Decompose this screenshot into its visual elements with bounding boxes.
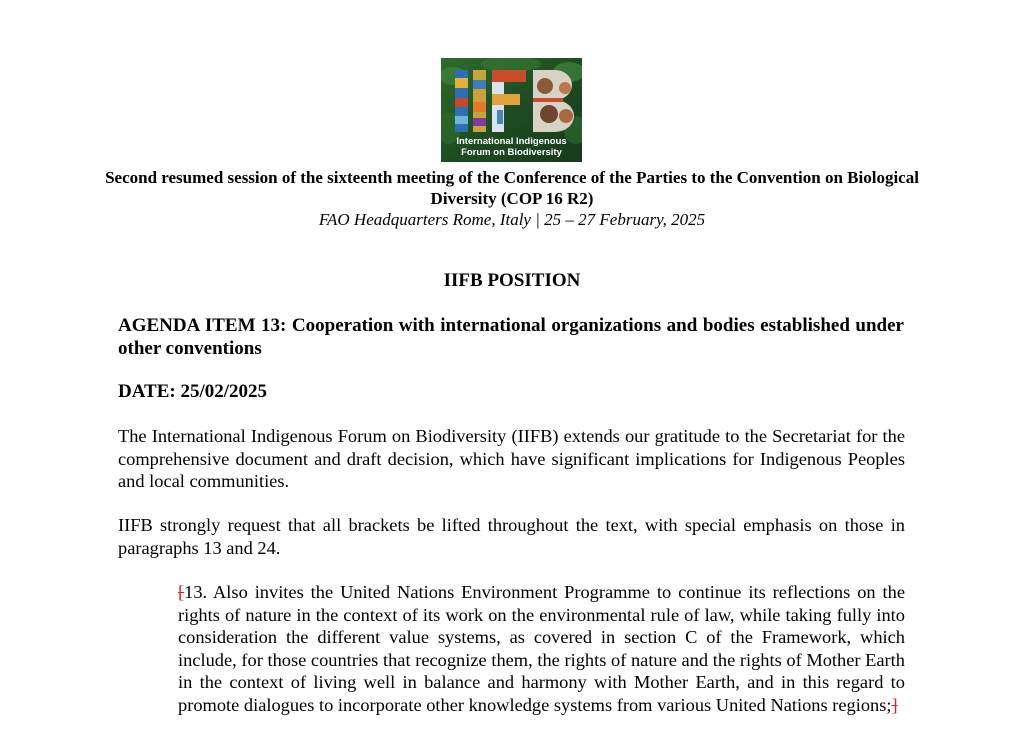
- quoted-paragraph-13: [178, 581, 905, 716]
- quoted-paragraph-text: 13. Also invites the United Nations Environment Programme to continue its reflections on the rights of nature in the context of its work on the environmental rule of law, while taking fully into consideration the different value systems, as covered in section C of the Framework, which include, for those countries that recognize them, the rights of nature and the rights of Mother Earth in the context of living well in balance and harmony with Mother Earth, and in this regard to promote dialogues to incorporate other knowledge systems from various United Nations regions;: [178, 582, 905, 715]
- close-bracket-strikethrough: ]: [891, 694, 898, 715]
- logo-caption-line-1: International Indigenous: [456, 136, 567, 147]
- conference-title: Second resumed session of the sixteenth meeting of the Conference of the Parties to the Convention on Biological Diversity (COP 16 R2): [105, 168, 919, 208]
- open-bracket-strikethrough: [: [178, 582, 185, 602]
- iifb-logo: [441, 58, 582, 162]
- request-paragraph: IIFB strongly request that all brackets be lifted throughout the text, with special emphasis on those in paragraphs 13 and 24.: [118, 515, 905, 558]
- intro-paragraph: The International Indigenous Forum on Biodiversity (IIFB) extends our gratitude to the Secretariat for the comprehensive document and draft decision, which have significant implications for Indigenous Peoples and local communities.: [118, 426, 905, 491]
- agenda-item-heading: AGENDA ITEM 13: Cooperation with international organizations and bodies established under other conventions: [118, 315, 904, 359]
- logo-caption-line-2: Forum on Biodiversity: [461, 147, 562, 158]
- conference-location-dates: FAO Headquarters Rome, Italy | 25 – 27 February, 2025: [318, 210, 706, 229]
- date-heading: DATE: 25/02/2025: [118, 381, 268, 402]
- position-heading: IIFB POSITION: [443, 270, 581, 291]
